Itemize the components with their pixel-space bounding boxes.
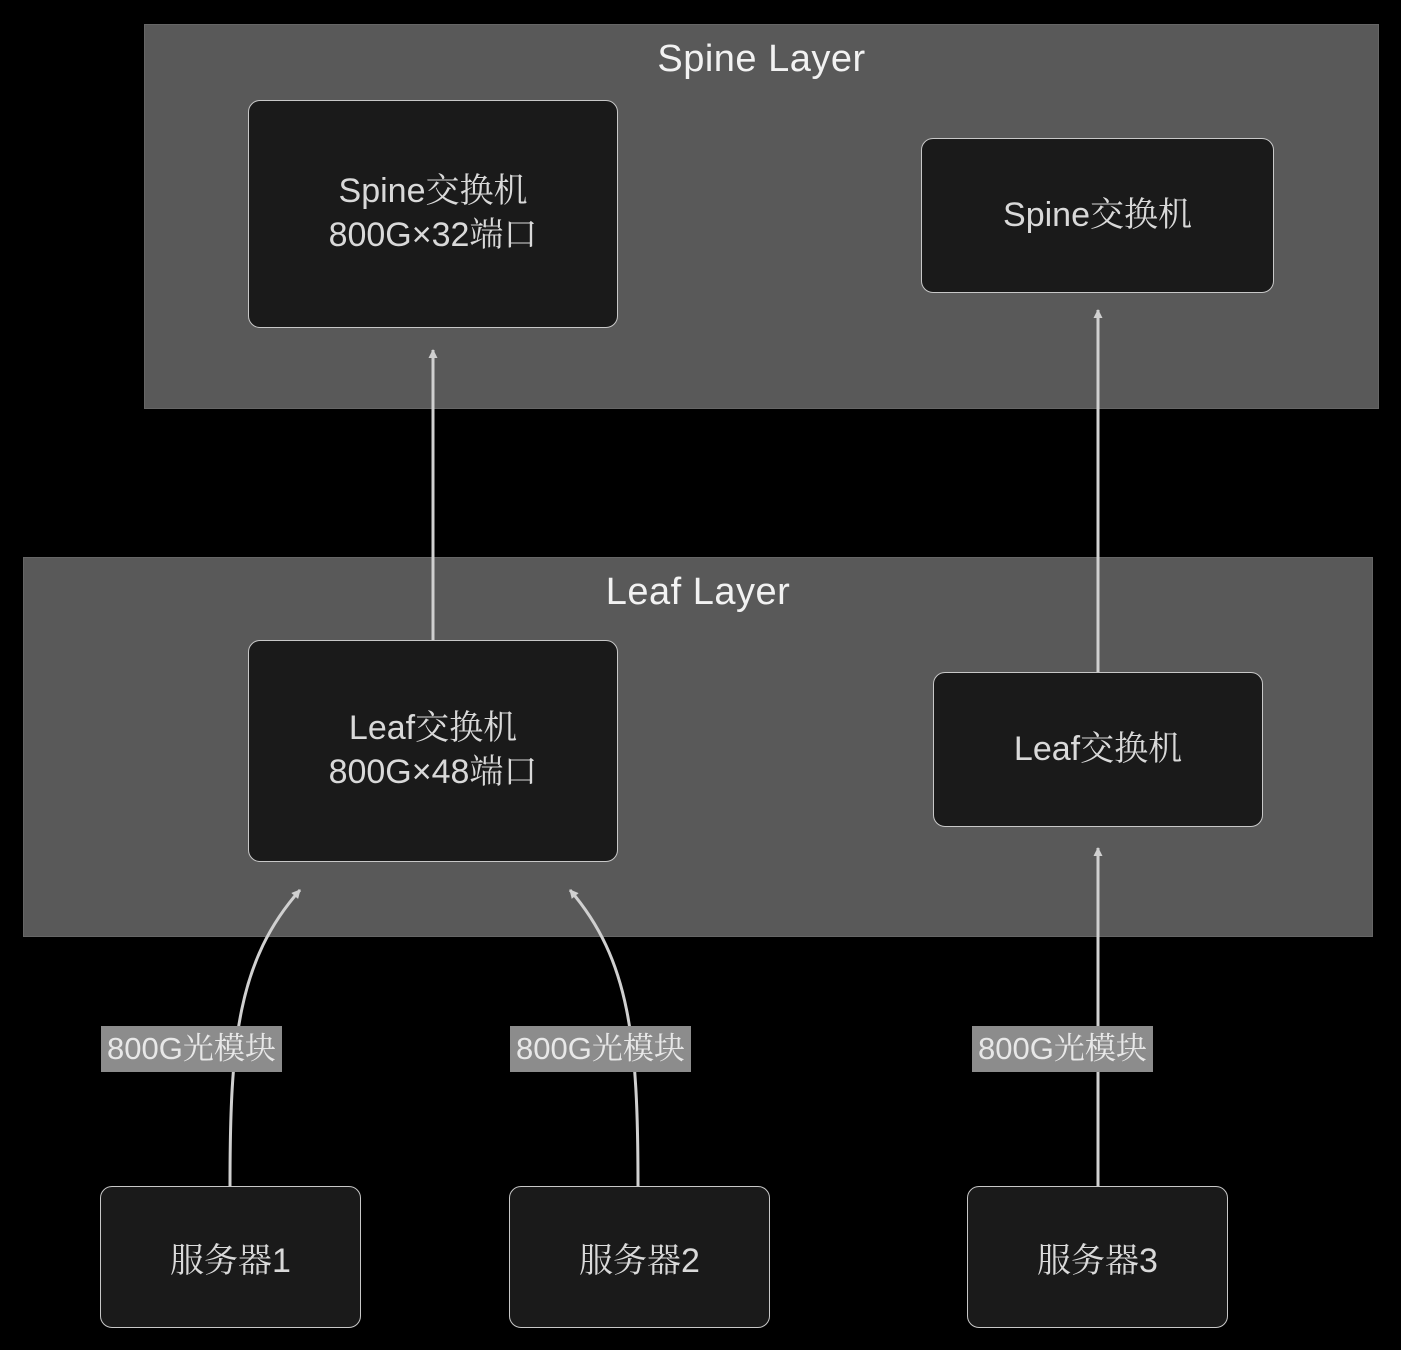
node-spine-switch-2[interactable]	[921, 138, 1274, 293]
node-spine-switch-1[interactable]	[248, 100, 618, 328]
spine-layer-title: Spine Layer	[657, 38, 866, 80]
edge-label-link-1: 800G光模块	[101, 1026, 282, 1072]
edge-label-link-3: 800G光模块	[972, 1026, 1153, 1072]
node-leaf-switch-2-line1: Leaf交换机	[1013, 729, 1183, 768]
node-spine-switch-1-line2: 800G×32端口	[328, 216, 538, 254]
node-leaf-switch-1[interactable]	[248, 640, 618, 862]
node-server-3[interactable]: 服务器3	[967, 1186, 1228, 1328]
node-leaf-switch-1-line1: Leaf交换机	[348, 709, 518, 748]
edge-label-link-2: 800G光模块	[510, 1026, 691, 1072]
node-spine-switch-1-line1: Spine交换机	[338, 172, 528, 211]
node-server-1[interactable]: 服务器1	[100, 1186, 361, 1328]
leaf-layer-title: Leaf Layer	[605, 571, 791, 613]
node-spine-switch-2-line1: Spine交换机	[1003, 195, 1192, 234]
node-server-2[interactable]: 服务器2	[509, 1186, 770, 1328]
node-leaf-switch-2[interactable]	[933, 672, 1263, 827]
node-leaf-switch-1-line2: 800G×48端口	[328, 753, 538, 791]
